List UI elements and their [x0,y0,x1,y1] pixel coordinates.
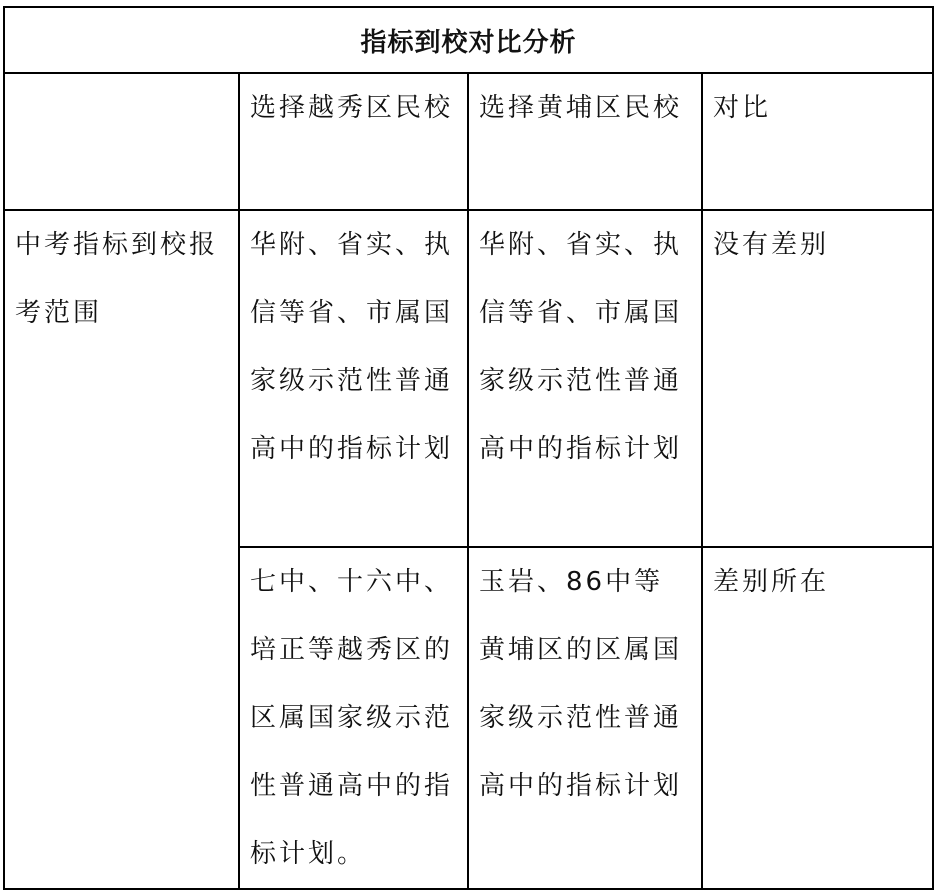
header-huangpu: 选择黄埔区民校 [468,73,702,210]
cell-yuexiu: 七中、十六中、培正等越秀区的区属国家级示范性普通高中的指标计划。 [239,547,468,889]
cell-yuexiu: 华附、省实、执信等省、市属国家级示范性普通高中的指标计划 [239,210,468,547]
header-compare: 对比 [702,73,933,210]
cell-compare: 没有差别 [702,210,933,547]
header-row [4,73,933,210]
row-label: 中考指标到校报考范围 [4,210,239,889]
cell-huangpu: 玉岩、86中等黄埔区的区属国家级示范性普通高中的指标计划 [468,547,702,889]
cell-compare: 差别所在 [702,547,933,889]
cell-huangpu: 华附、省实、执信等省、市属国家级示范性普通高中的指标计划 [468,210,702,547]
table-row [4,210,933,547]
header-empty [4,73,239,210]
header-yuexiu: 选择越秀区民校 [239,73,468,210]
table-title: 指标到校对比分析 [4,7,933,73]
comparison-table [3,6,934,890]
